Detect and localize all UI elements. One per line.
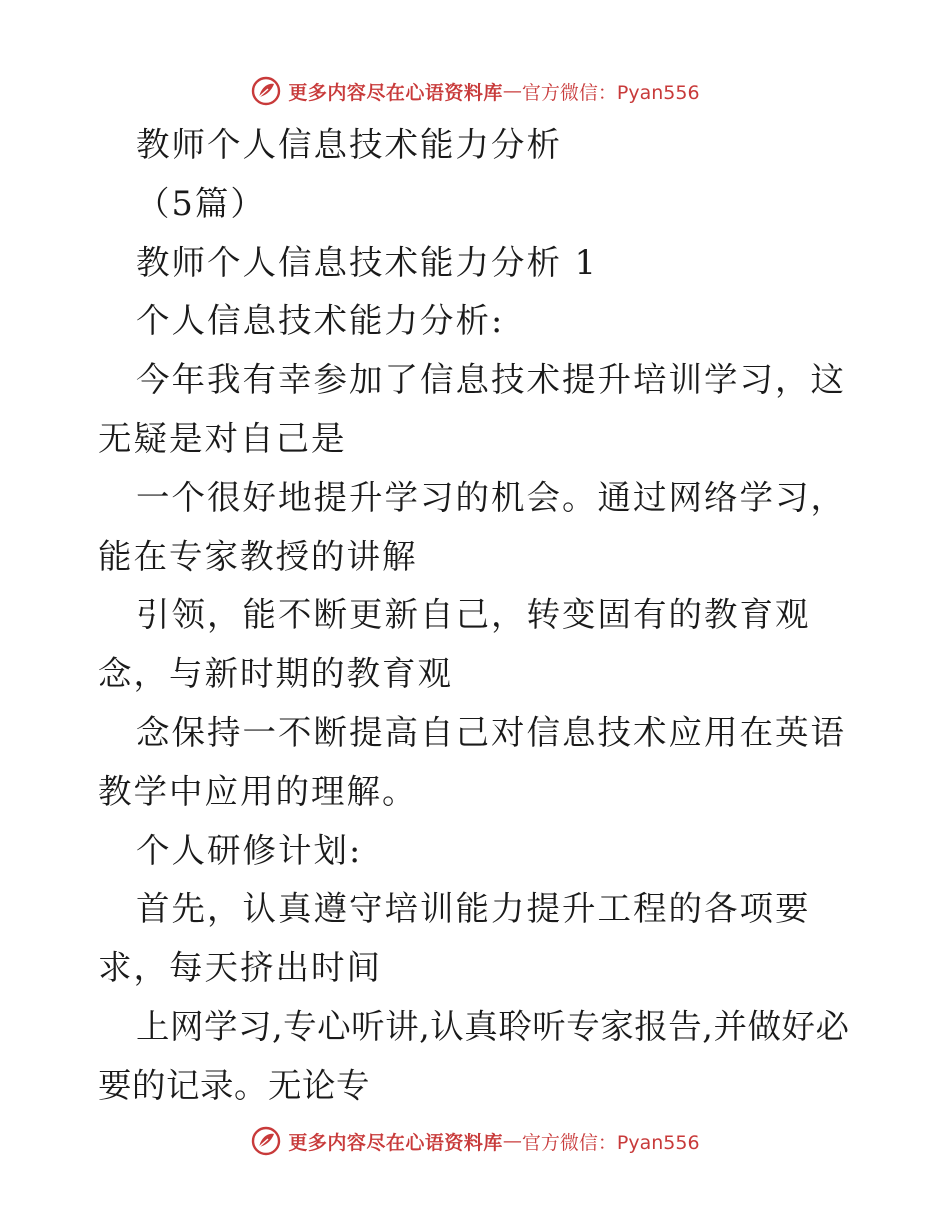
document-title: 教师个人信息技术能力分析 <box>136 125 562 164</box>
section-heading: 教师个人信息技术能力分析 1 <box>136 242 598 282</box>
separator-dash: — <box>502 80 522 102</box>
header-banner <box>0 71 950 111</box>
contact-info: 官方微信：Pyan556 <box>521 1131 700 1154</box>
leaf-logo-icon <box>250 75 282 107</box>
contact-info: 官方微信：Pyan556 <box>521 81 700 104</box>
subheading: 个人研修计划: <box>136 830 363 870</box>
paragraph: 首先，认真遵守培训能力提升工程的各项要求，每天挤出时间 <box>98 889 811 988</box>
subheading: 个人信息技术能力分析: <box>136 301 505 341</box>
paragraph: 今年我有幸参加了信息技术提升培训学习，这无疑是对自己是 <box>98 360 846 458</box>
leaf-logo-icon <box>250 1125 282 1157</box>
document-body <box>98 116 858 1116</box>
site-name: 更多内容尽在心语资料库 <box>288 81 503 104</box>
paragraph: 一个很好地提升学习的机会。通过网络学习，能在专家教授的讲解 <box>98 477 846 576</box>
paragraph: 念保持一不断提高自己对信息技术应用在英语教学中应用的理解。 <box>98 712 846 811</box>
paragraph: 引领，能不断更新自己，转变固有的教育观念，与新时期的教育观 <box>98 595 811 694</box>
document-subtitle: （5篇） <box>136 183 266 223</box>
paragraph: 上网学习,专心听讲,认真聆听专家报告,并做好必要的记录。无论专 <box>98 1006 850 1105</box>
footer-banner <box>0 1121 950 1161</box>
site-name: 更多内容尽在心语资料库 <box>288 1131 503 1154</box>
separator-dash: — <box>502 1130 522 1152</box>
